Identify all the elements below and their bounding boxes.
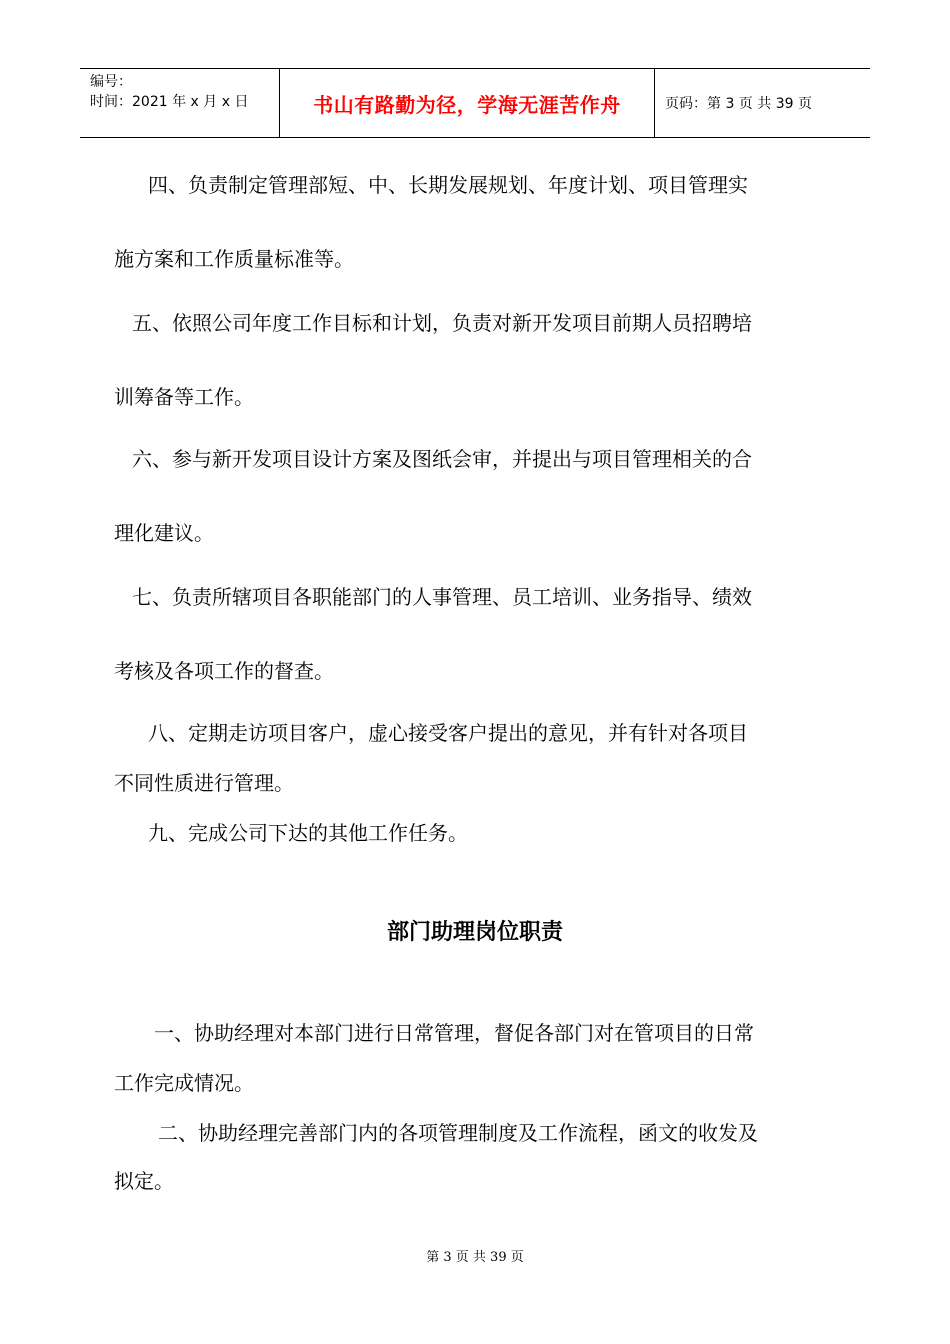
paragraph-line: 四、负责制定管理部短、中、长期发展规划、年度计划、项目管理实 [148, 173, 748, 197]
paragraph-line: 七、负责所辖项目各职能部门的人事管理、员工培训、业务指导、绩效 [132, 585, 752, 609]
header-meta [80, 69, 280, 137]
paragraph-line: 一、协助经理对本部门进行日常管理，督促各部门对在管项目的日常 [154, 1021, 754, 1045]
paragraph-line: 施方案和工作质量标准等。 [114, 247, 354, 271]
paragraph-line: 八、定期走访项目客户，虚心接受客户提出的意见，并有针对各项目 [148, 721, 748, 745]
header-motto: 书山有路勤为径，学海无涯苦作舟 [280, 69, 655, 137]
paragraph-line: 九、完成公司下达的其他工作任务。 [148, 821, 468, 845]
paragraph-line: 不同性质进行管理。 [114, 771, 294, 795]
header-time: 时间：2021 年 x 月 x 日 [90, 94, 249, 110]
paragraph-line: 理化建议。 [114, 521, 214, 545]
paragraph-line: 二、协助经理完善部门内的各项管理制度及工作流程，函文的收发及 [158, 1121, 758, 1145]
page-footer: 第 3 页 共 39 页 [426, 1250, 524, 1265]
paragraph-line: 拟定。 [114, 1169, 174, 1193]
header-page-info: 页码：第 3 页 共 39 页 [665, 96, 812, 112]
header-number: 编号： [90, 74, 132, 90]
paragraph-line: 考核及各项工作的督查。 [114, 659, 334, 683]
paragraph-line: 六、参与新开发项目设计方案及图纸会审，并提出与项目管理相关的合 [132, 447, 752, 471]
section-title: 部门助理岗位职责 [386, 920, 563, 945]
paragraph-line: 训筹备等工作。 [114, 385, 254, 409]
paragraph-line: 五、依照公司年度工作目标和计划，负责对新开发项目前期人员招聘培 [132, 311, 752, 335]
paragraph-line: 工作完成情况。 [114, 1071, 254, 1095]
page-header [80, 68, 870, 138]
